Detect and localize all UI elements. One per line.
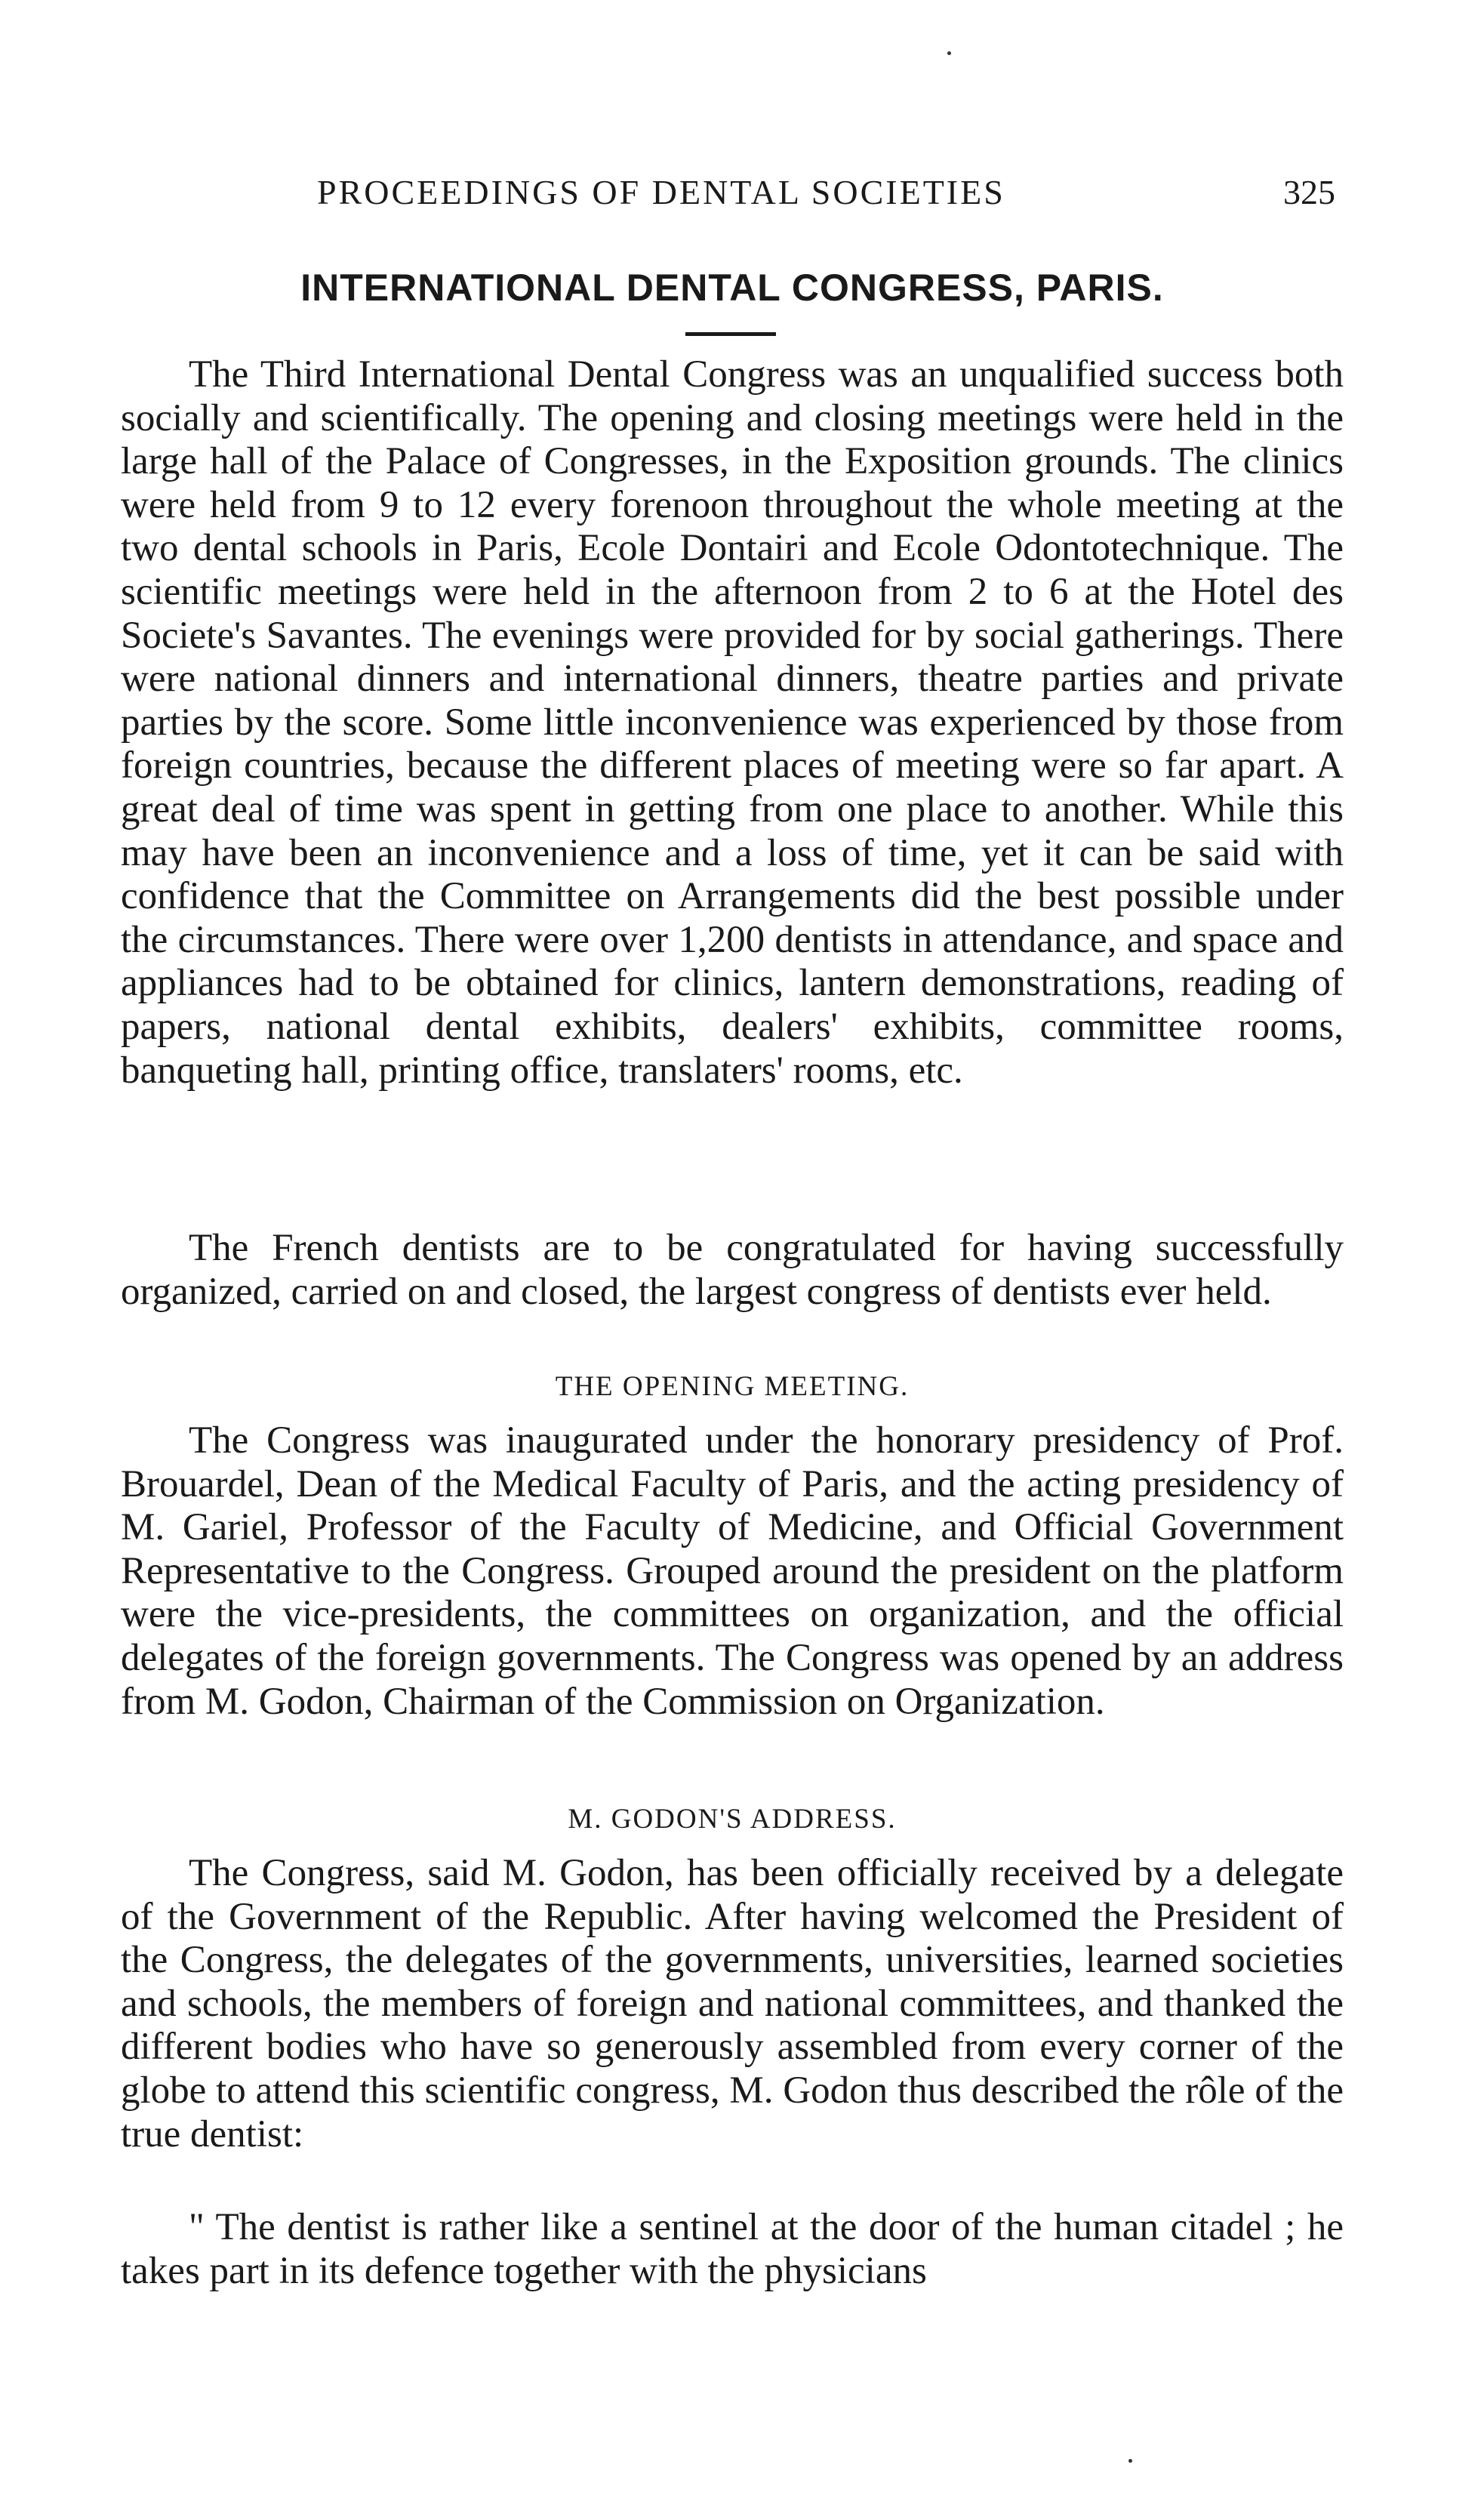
- body-paragraph: " The dentist is rather like a sentinel at the door of the human citadel ; he takes part in its defence together with the physicians: [121, 2206, 1344, 2292]
- section-heading: THE OPENING MEETING.: [555, 1371, 910, 1402]
- print-speck-bottom: [1128, 2459, 1132, 2463]
- print-speck-top: [947, 51, 951, 55]
- section-heading: M. GODON'S ADDRESS.: [568, 1804, 897, 1835]
- body-paragraph: The French dentists are to be congratulated for having successfully organized, carried on and closed, the largest congress of dentists ever held.: [121, 1227, 1344, 1313]
- body-paragraph: The Congress was inaugurated under the honorary presidency of Prof. Brouardel, Dean of the Medical Faculty of Paris, and the acting presidency of M. Gariel, Professor of the Faculty of Medicine, and Official Government Representative to the Congress. Grouped around the president on the platform were the vice-presidents, the committees on organization, and the official delegates of the foreign governments. The Congress was opened by an address from M. Godon, Chairman of the Commission on Organization.: [121, 1419, 1344, 1723]
- article-title: INTERNATIONAL DENTAL CONGRESS, PARIS.: [300, 267, 1164, 309]
- running-head: PROCEEDINGS OF DENTAL SOCIETIES: [317, 173, 1005, 211]
- body-paragraph: The Congress, said M. Godon, has been officially received by a delegate of the Government of the Republic. After having welcomed the President of the Congress, the delegates of the governments, universities, learned societies and schools, the members of foreign and national committees, and thanked the different bodies who have so generously assembled from every corner of the globe to attend this scientific congress, M. Godon thus described the rôle of the true dentist:: [121, 1852, 1344, 2155]
- body-paragraph: The Third International Dental Congress was an unqualified success both socially and scientifically. The opening and closing meetings were held in the large hall of the Palace of Congresses, in the Exposition grounds. The clinics were held from 9 to 12 every forenoon throughout the whole meeting at the two dental schools in Paris, Ecole Dontairi and Ecole Odontotechnique. The scientific meetings were held in the afternoon from 2 to 6 at the Hotel des Societe's Savantes. The evenings were provided for by social gatherings. There were national dinners and international dinners, theatre parties and private parties by the score. Some little inconvenience was experienced by those from foreign countries, because the different places of meeting were so far apart. A great deal of time was spent in getting from one place to another. While this may have been an inconvenience and a loss of time, yet it can be said with confidence that the Committee on Arrangements did the best possible under the circumstances. There were over 1,200 dentists in attendance, and space and appliances had to be obtained for clinics, lantern demonstrations, reading of papers, national dental exhibits, dealers' exhibits, committee rooms, banqueting hall, printing office, translaters' rooms, etc.: [121, 353, 1344, 1092]
- title-rule: [685, 332, 776, 336]
- page-number: 325: [1283, 173, 1335, 211]
